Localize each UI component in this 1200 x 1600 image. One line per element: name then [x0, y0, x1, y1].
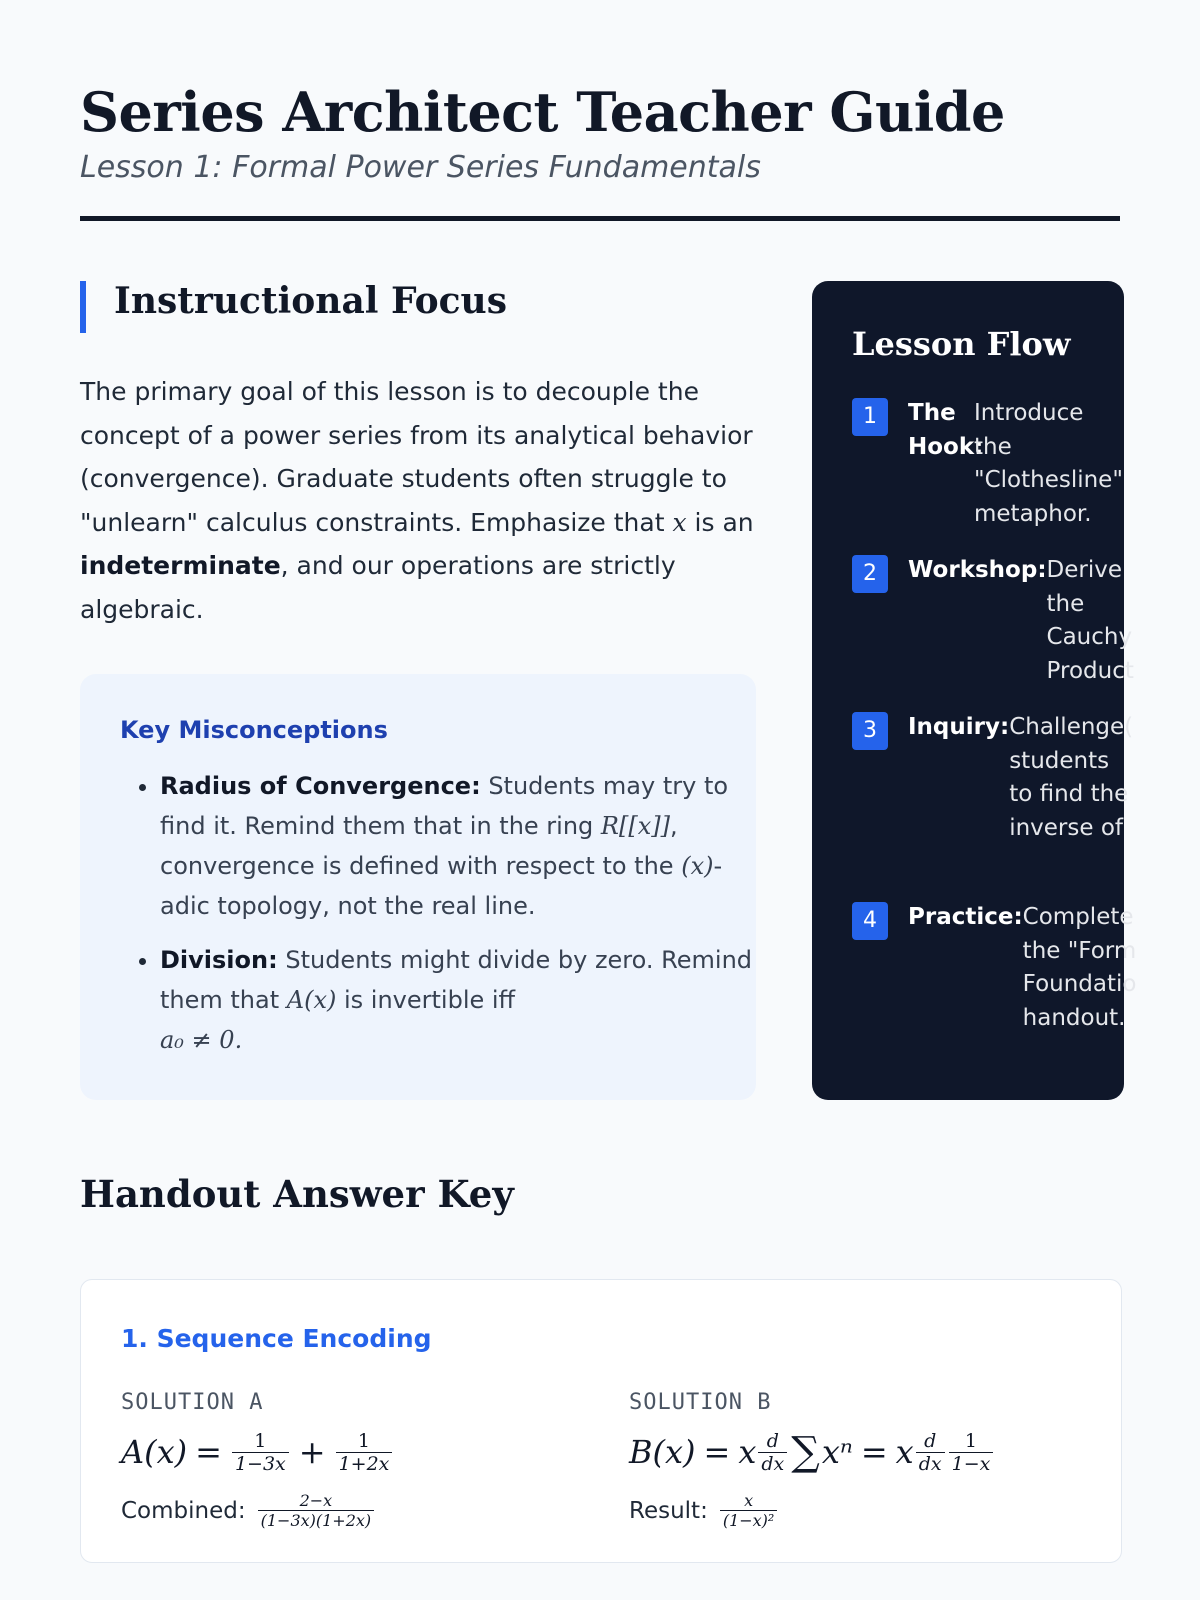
equals-sign: =	[860, 1433, 888, 1471]
focus-text-part: The primary goal of this lesson is to decouple the concept of a power series from its analytical behavior (convergence). Graduate students often struggle to "unlearn" calculus constraints. Emphasize that	[80, 377, 753, 537]
step-number-badge: 1	[852, 398, 888, 436]
lesson-flow-title: Lesson Flow	[852, 325, 1071, 363]
step-name: Workshop:	[908, 557, 1047, 583]
denominator: dx	[758, 1452, 787, 1475]
misconception-label: Division:	[160, 946, 278, 974]
denominator: dx	[916, 1452, 945, 1475]
denominator: (1−x)²	[720, 1510, 778, 1530]
fraction	[258, 1491, 375, 1530]
section-title: 1. Sequence Encoding	[121, 1324, 432, 1353]
math-ring: R[[x]]	[600, 812, 670, 840]
solution-b-formula	[629, 1423, 995, 1481]
misconception-text: , convergence is defined with respect to the	[160, 812, 682, 880]
lesson-step	[852, 554, 1137, 688]
instructional-focus-text	[80, 370, 760, 631]
fraction	[949, 1430, 994, 1475]
step-number-badge: 3	[852, 712, 888, 750]
math-variable-x: x	[672, 507, 687, 537]
step-name: Practice:	[908, 904, 1023, 930]
misconception-text: Students might divide by zero. Remind them that	[160, 946, 753, 1014]
solution-b	[629, 1390, 995, 1530]
step-name: The Hook:	[908, 400, 984, 460]
math-variable-x: x	[738, 1433, 757, 1471]
step-number-badge: 2	[852, 555, 888, 593]
answer-key-heading: Handout Answer Key	[80, 1172, 514, 1216]
fraction	[232, 1430, 289, 1475]
solution-label: SOLUTION A	[121, 1390, 264, 1415]
numerator: 1	[964, 1429, 978, 1452]
denominator: 1−3x	[232, 1452, 289, 1475]
focus-text-part: is an	[686, 507, 754, 537]
numerator: 2−x	[299, 1491, 333, 1510]
formula-lhs: A(x)	[121, 1433, 188, 1471]
step-number-badge: 4	[852, 902, 888, 940]
equals-sign: =	[703, 1433, 731, 1471]
misconception-item	[160, 940, 760, 1060]
misconceptions-list	[120, 766, 760, 1074]
step-description: Challenge( students to find the inverse of	[1009, 714, 1134, 841]
instructional-focus-heading: Instructional Focus	[114, 280, 507, 322]
denominator: (1−3x)(1+2x)	[258, 1510, 375, 1530]
solution-a-result	[121, 1491, 394, 1530]
solution-a	[121, 1390, 394, 1530]
result-label: Result:	[629, 1497, 708, 1524]
fraction	[720, 1491, 778, 1530]
key-misconceptions-title: Key Misconceptions	[120, 716, 388, 744]
equals-sign: =	[195, 1433, 222, 1471]
lesson-step	[852, 901, 1141, 1035]
focus-emphasis: indeterminate	[80, 551, 281, 580]
numerator: 1	[254, 1429, 267, 1452]
section-accent-bar	[80, 281, 86, 333]
step-description: Introduce the "Clothesline" metaphor.	[974, 400, 1123, 527]
solution-b-result	[629, 1491, 995, 1530]
plus-sign: +	[298, 1433, 326, 1471]
solution-a-formula	[121, 1423, 394, 1481]
math-variable-x: x	[895, 1433, 914, 1471]
result-label: Combined:	[121, 1497, 246, 1524]
misconception-text: is invertible iff	[336, 986, 516, 1014]
step-description: Derive the Cauchy Product	[1046, 557, 1134, 684]
numerator: 1	[357, 1429, 371, 1452]
lesson-flow-panel	[812, 281, 1137, 1100]
numerator: x	[744, 1491, 754, 1510]
derivative-operator	[916, 1430, 945, 1475]
misconception-text: -adic topology, not the real line.	[160, 852, 723, 920]
numerator: d	[924, 1429, 937, 1452]
misconception-label: Radius of Convergence:	[160, 772, 481, 800]
series-term: xⁿ	[821, 1433, 853, 1471]
math-series: A(x)	[286, 986, 337, 1014]
step-name: Inquiry:	[908, 714, 1010, 740]
page-subtitle: Lesson 1: Formal Power Series Fundamentals	[80, 150, 761, 185]
step-description: Complete the "Form Foundatio handout.	[1022, 904, 1137, 1031]
page-title: Series Architect Teacher Guide	[80, 80, 1005, 144]
header-divider	[80, 216, 1120, 221]
math-ideal: (x)	[681, 852, 714, 880]
math-condition: a₀ ≠ 0.	[160, 1026, 243, 1054]
misconception-item	[160, 766, 760, 926]
misconception-text: Students may try to find it. Remind them that in the ring	[160, 772, 729, 840]
formula-lhs: B(x)	[629, 1433, 696, 1471]
key-misconceptions-box	[80, 674, 756, 1100]
lesson-step	[852, 397, 1123, 531]
answer-key-card	[80, 1279, 1122, 1563]
numerator: d	[766, 1429, 779, 1452]
denominator: 1−x	[949, 1452, 994, 1475]
lesson-step	[852, 711, 1137, 845]
denominator: 1+2x	[336, 1452, 393, 1475]
solution-label: SOLUTION B	[629, 1390, 772, 1415]
summation-sign: ∑	[791, 1429, 820, 1475]
derivative-operator	[758, 1430, 787, 1475]
fraction	[336, 1430, 393, 1475]
focus-text-part: , and our operations are strictly algebraic.	[80, 551, 676, 624]
